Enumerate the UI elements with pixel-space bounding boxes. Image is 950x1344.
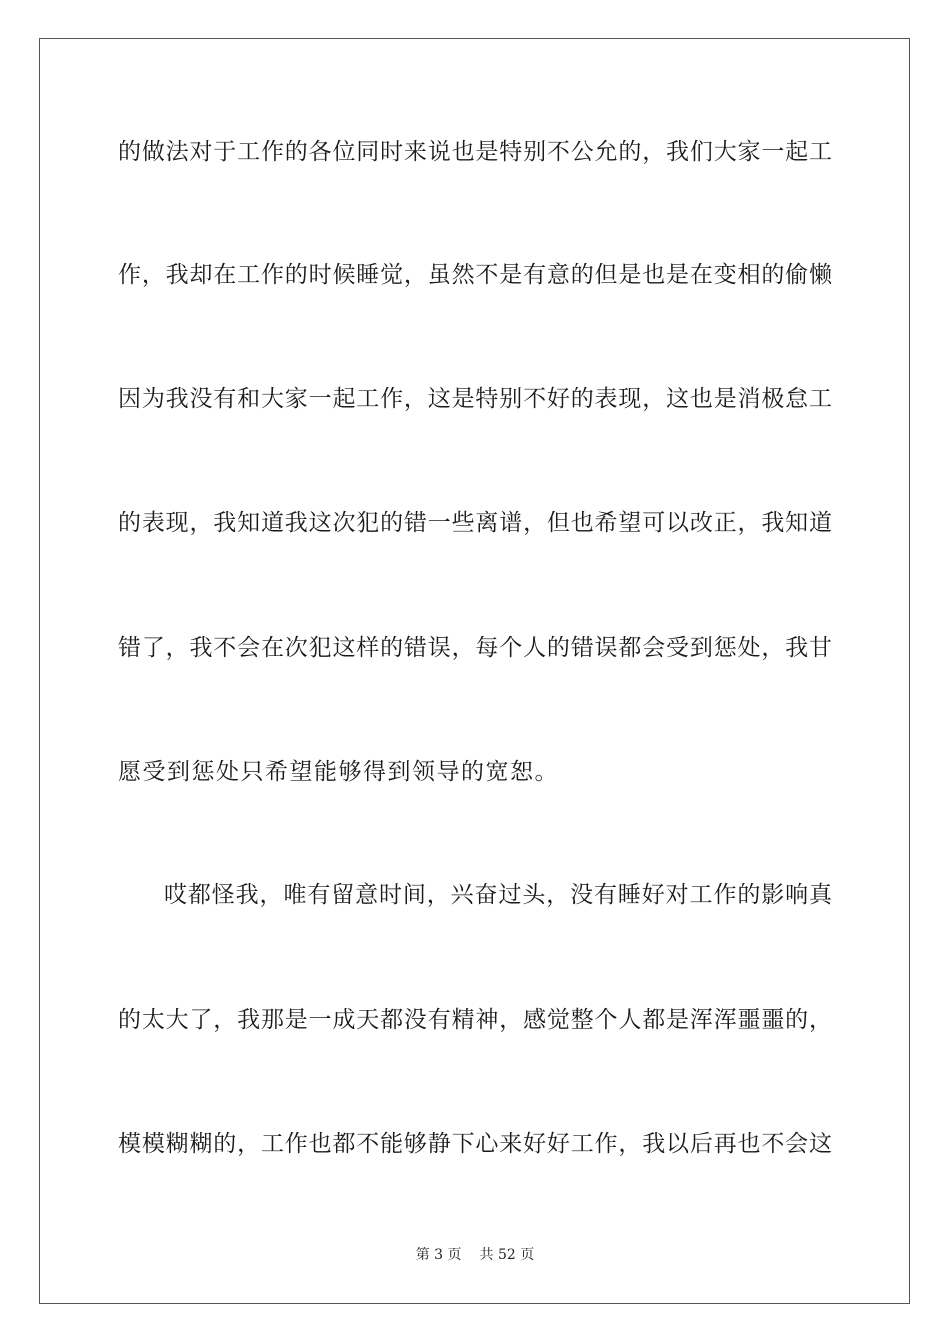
text-line-1: 的做法对于工作的各位同时来说也是特别不公允的，我们大家一起工 [118,139,832,165]
text-line-8: 的太大了，我那是一成天都没有精神，感觉整个人都是浑浑噩噩的， [118,1007,832,1033]
text-line-9: 模模糊糊的，工作也都不能够静下心来好好工作，我以后再也不会这 [118,1131,832,1157]
text-line-6: 愿受到惩处只希望能够得到领导的宽恕。 [118,759,559,785]
text-line-3: 因为我没有和大家一起工作，这是特别不好的表现，这也是消极怠工 [118,386,832,412]
text-line-5: 错了，我不会在次犯这样的错误，每个人的错误都会受到惩处，我甘 [118,635,832,661]
page-total: 共 52 页 [479,1247,535,1263]
text-line-2: 作，我却在工作的时候睡觉，虽然不是有意的但是也是在变相的偷懒 [118,262,832,288]
page-number: 第 3 页 [415,1247,462,1263]
page-footer [0,1246,950,1264]
text-line-4: 的表现，我知道我这次犯的错一些离谱，但也希望可以改正，我知道 [118,510,832,536]
text-line-7: 哎都怪我，唯有留意时间，兴奋过头，没有睡好对工作的影响真 [164,882,832,908]
page-border [39,38,910,1304]
